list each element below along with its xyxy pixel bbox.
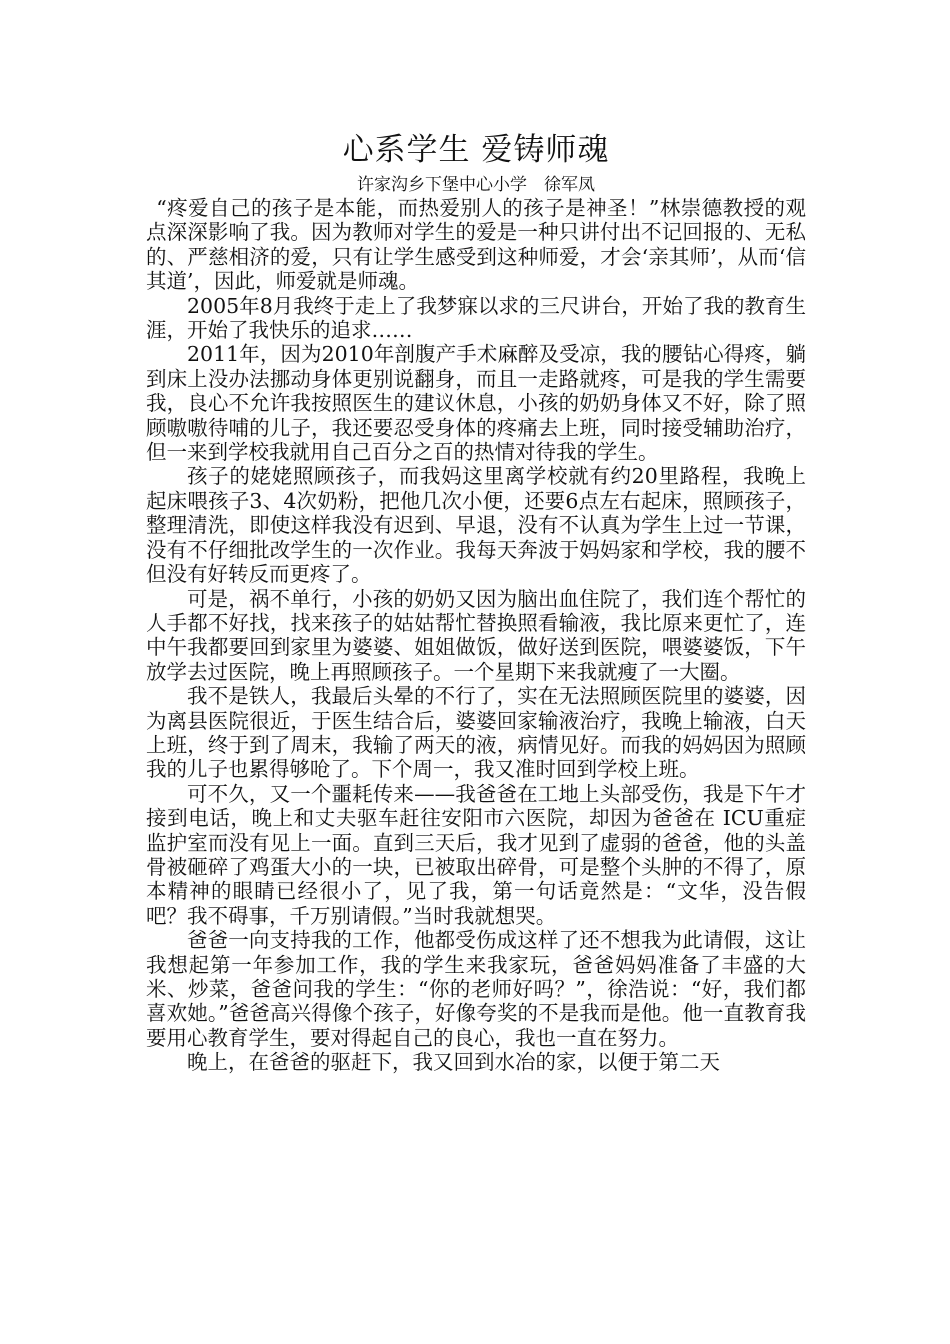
paragraph: 晚上，在爸爸的驱赶下，我又回到水冶的家，以便于第二天: [187, 1050, 720, 1075]
paragraph: 2005年8月我终于走上了我梦寐以求的三尺讲台，开始了我的教育生涯，开始了我快乐的追求……: [146, 293, 806, 343]
paragraph: 可不久，又一个噩耗传来——我爸爸在工地上头部受伤，我是下午才接到电话，晚上和丈夫驱车赶往安阳市六医院，却因为爸爸在 ICU重症监护室而没有见上一面。直到三天后，我才见到了虚弱的爸爸，他的头盖骨被砸碎了鸡蛋大小的一块，已被取出碎骨，可是整个头肿的不得了，原本精神的眼睛已经很小了，见了我，第一句话竟然是：“文华，没告假吧？我不碍事，千万别请假。”当时我就想哭。: [146, 781, 806, 928]
paragraph: “疼爱自己的孩子是本能，而热爱别人的孩子是神圣！”林崇德教授的观点深深影响了我。因为教师对学生的爱是一种只讲付出不记回报的、无私的、严慈相济的爱，只有让学生感受到这种师爱，才会‘亲其师’，从而‘信其道’，因此，师爱就是师魂。: [146, 196, 806, 294]
paragraph: 我不是铁人，我最后头晕的不行了，实在无法照顾医院里的婆婆，因为离县医院很近，于医生结合后，婆婆回家输液治疗，我晚上输液，白天上班，终于到了周末，我输了两天的液，病情见好。而我的妈妈因为照顾我的儿子也累得够呛了。下个周一，我又准时回到学校上班。: [146, 684, 806, 782]
paragraph: 孩子的姥姥照顾孩子，而我妈这里离学校就有约20里路程，我晚上起床喂孩子3、4次奶粉，把他几次小便，还要6点左右起床，照顾孩子，整理清洗，即使这样我没有迟到、早退，没有不认真为学生上过一节课，没有不仔细批改学生的一次作业。我每天奔波于妈妈家和学校，我的腰不但没有好转反而更疼了。: [146, 464, 806, 587]
paragraph: 爸爸一向支持我的工作，他都受伤成这样了还不想我为此请假，这让我想起第一年参加工作，我的学生来我家玩，爸爸妈妈准备了丰盛的大米、炒菜，爸爸问我的学生：“你的老师好吗？”，徐浩说：“好，我们都喜欢她。”爸爸高兴得像个孩子，好像夸奖的不是我而是他。他一直教育我要用心教育学生，要对得起自己的良心，我也一直在努力。: [146, 928, 806, 1050]
article-body: [146, 196, 806, 1075]
author-line: 许家沟乡下堡中心小学 徐军凤: [357, 175, 595, 195]
paragraph: 2011年，因为2010年剖腹产手术麻醉及受凉，我的腰钻心得疼，躺到床上没办法挪动身体更别说翻身，而且一走路就疼，可是我的学生需要我，良心不允许我按照医生的建议休息，小孩的奶奶身体又不好，除了照顾嗷嗷待哺的儿子，我还要忍受身体的疼痛去上班，同时接受辅助治疗，但一来到学校我就用自己百分之百的热情对待我的学生。: [146, 342, 806, 465]
paragraph: 可是，祸不单行，小孩的奶奶又因为脑出血住院了，我们连个帮忙的人手都不好找，找来孩子的姑姑帮忙替换照看输液，我比原来更忙了，连中午我都要回到家里为婆婆、姐姐做饭，做好送到医院，喂婆婆饭，下午放学去过医院，晚上再照顾孩子。一个星期下来我就瘦了一大圈。: [146, 586, 806, 684]
document-title: 心系学生 爱铸师魂: [342, 132, 610, 168]
